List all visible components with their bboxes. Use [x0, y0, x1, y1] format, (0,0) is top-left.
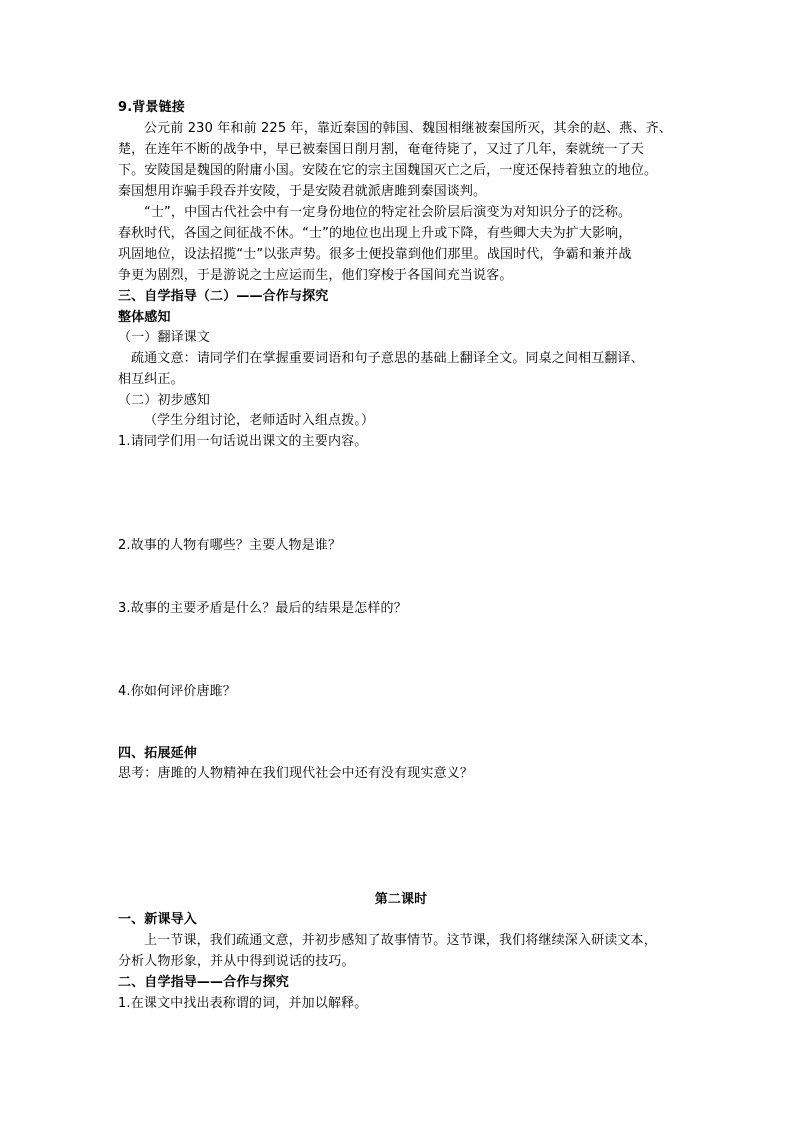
initial-perception-item: （二）初步感知 [118, 393, 211, 408]
background-link-heading: 9.背景链接 [118, 100, 185, 115]
translate-text-item: （一）翻译课文 [118, 330, 211, 345]
question-3: 3.故事的主要矛盾是什么？最后的结果是怎样的？ [118, 601, 407, 616]
section-4-heading: 四、拓展延伸 [118, 746, 197, 761]
lesson-2-question-1: 1.在课文中找出表称谓的词，并加以解释。 [118, 996, 368, 1011]
extension-question: 思考：唐雎的人物精神在我们现代社会中还有没有现实意义？ [118, 766, 474, 781]
translate-instruction-line-1: 疏通文意：请同学们在掌握重要词语和句子意思的基础上翻译全文。同桌之间相互翻译、 [131, 351, 644, 366]
lesson-2-intro-heading: 一、新课导入 [118, 912, 197, 927]
lesson-2-title: 第二课时 [374, 892, 428, 907]
background-paragraph-2-line-3: 巩固地位，设法招揽“士”以张声势。很多士便投靠到他们那里。战国时代，争霸和兼并战 [118, 247, 632, 262]
lesson-2-intro-line-2: 分析人物形象，并从中得到说话的技巧。 [118, 954, 355, 969]
section-3-heading: 三、自学指导（二）——合作与探究 [118, 289, 329, 304]
background-paragraph-1-line-1: 公元前 230 年和前 225 年，靠近秦国的韩国、魏国相继被秦国所灭，其余的赵、燕、齐、 [144, 121, 672, 136]
question-1: 1.请同学们用一句话说出课文的主要内容。 [118, 434, 368, 449]
question-2: 2.故事的人物有哪些？主要人物是谁？ [118, 538, 342, 553]
background-paragraph-1-line-2: 楚，在连年不断的战争中，早已被秦国日削月割，奄奄待毙了，又过了几年，秦就统一了天 [118, 142, 645, 157]
lesson-2-self-study-heading: 二、自学指导——合作与探究 [118, 975, 289, 990]
group-discussion-note: （学生分组讨论，老师适时入组点拨。） [144, 413, 375, 428]
translate-instruction-line-2: 相互纠正。 [118, 372, 184, 387]
overall-perception-heading: 整体感知 [118, 310, 171, 325]
lesson-2-intro-line-1: 上一节课，我们疏通文意，并初步感知了故事情节。这节课，我们将继续深入研读文本， [144, 933, 657, 948]
background-paragraph-1-line-3: 下。安陵国是魏国的附庸小国。安陵在它的宗主国魏国灭亡之后，一度还保持着独立的地位。 [118, 163, 658, 178]
background-paragraph-2-line-1: “士”，中国古代社会中有一定身份地位的特定社会阶层后演变为对知识分子的泛称。 [144, 205, 632, 220]
background-paragraph-1-line-4: 秦国想用诈骗手段吞并安陵，于是安陵君就派唐雎到秦国谈判。 [118, 184, 487, 199]
background-paragraph-2-line-2: 春秋时代，各国之间征战不休。“士”的地位也出现上升或下降，有些卿大夫为扩大影响， [118, 226, 632, 241]
background-paragraph-2-line-4: 争更为剧烈，于是游说之士应运而生，他们穿梭于各国间充当说客。 [118, 268, 513, 283]
question-4: 4.你如何评价唐雎？ [118, 684, 236, 699]
